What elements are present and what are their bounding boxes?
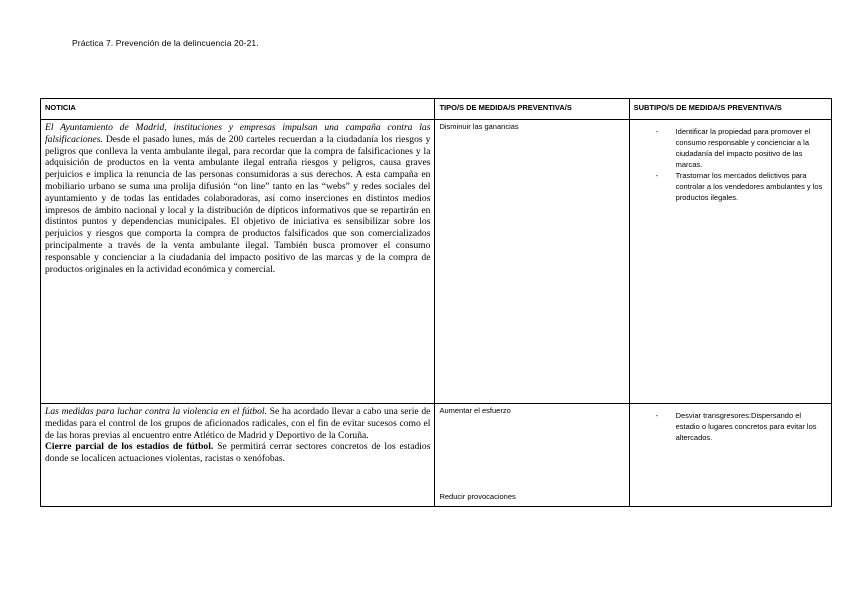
dash-bullet: - — [655, 171, 659, 180]
tipo-measure: Disminuir las ganancias — [439, 122, 519, 131]
table-row — [41, 404, 832, 507]
tipo-measure-2: Reducir provocaciones — [439, 492, 516, 501]
header-noticia: NOTICIA — [41, 99, 435, 120]
subtipo-text: Desviar transgresores:Dispersando el estadio o lugares concretos para evitar los altercados. — [675, 411, 817, 442]
news-text — [45, 406, 430, 465]
table-header-row — [41, 99, 832, 120]
document-title: Práctica 7. Prevención de la delincuencia 20-21. — [72, 38, 259, 48]
subtipo-cell — [629, 120, 831, 404]
news-headline: Las medidas para luchar contra la violencia en el fútbol. — [45, 406, 267, 417]
subtipo-text: Identificar la propiedad para promover el consumo responsable y concienciar a la ciudadanía del impacto positivo de las marcas. — [675, 127, 811, 169]
list-item — [634, 126, 827, 170]
table-row — [41, 120, 832, 404]
news-cell — [41, 120, 435, 404]
news-body: Se ha acordado llevar a cabo una serie de medidas para el control de los grupos de aficionados radicales, con el fin de evitar sucesos como el de las horas previas al encuentro entre Atlético de Madrid y Deportivo de la Coruña. — [45, 406, 431, 441]
subtipo-cell — [629, 404, 831, 507]
subtipo-list — [634, 126, 827, 203]
tipo-measure: Aumentar el esfuerzo — [439, 406, 511, 415]
header-tipo: TIPO/S DE MEDIDA/S PREVENTIVA/S — [435, 99, 629, 120]
header-subtipo: SUBTIPO/S DE MEDIDA/S PREVENTIVA/S — [629, 99, 831, 120]
measures-table — [40, 98, 832, 507]
news-body: Desde el pasado lunes, más de 200 carteles recuerdan a la ciudadanía los riesgos y peligros que conlleva la venta ambulante ilegal, para recordar que la compra de falsificaciones y la adquisición de productos en la venta ambulante ilegal entraña riesgos y peligros, causa graves perjuicios e implica la renuncia de las personas consumidoras a sus derechos. A esta campaña en mobiliario urbano se suma una prolija difusión “on line” tanto en las “webs” y redes sociales del ayuntamiento y de todas las entidades colaboradoras, así como inserciones en distintos medios impresos de ámbito nacional y local y la distribución de dípticos informativos que se repartirán en distintos puntos y dependencias municipales. El objetivo de iniciativa es sensibilizar sobre los perjuicios y riesgos que comporta la compra de productos falsificados que son comercializados principalmente a través de la venta ambulante ilegal. También busca promover el consumo responsable y concienciar a la ciudadanía del impacto positivo de las marcas y de la compra de productos originales en la actividad económica y comercial. — [45, 133, 431, 275]
dash-bullet: - — [655, 127, 659, 136]
news-cell — [41, 404, 435, 507]
news-headline: El Ayuntamiento de Madrid, instituciones y empresas impulsan una campaña contra las falsificaciones. — [45, 122, 431, 145]
tipo-cell — [435, 120, 629, 404]
news-subheadline: Cierre parcial de los estadios de fútbol. — [45, 441, 214, 453]
subtipo-text: Trastornar los mercados delictivos para controlar a los vendedores ambulantes y los productos ilegales. — [675, 171, 823, 202]
news-body-2: Se permitirá cerrar sectores concretos de los estadios donde se localicen actuaciones violentas, racistas o xenófobas. — [45, 441, 431, 465]
dash-bullet: - — [655, 411, 659, 420]
list-item — [634, 410, 827, 443]
tipo-cell — [435, 404, 629, 507]
news-text — [45, 122, 430, 275]
list-item — [634, 170, 827, 203]
subtipo-list — [634, 410, 827, 443]
